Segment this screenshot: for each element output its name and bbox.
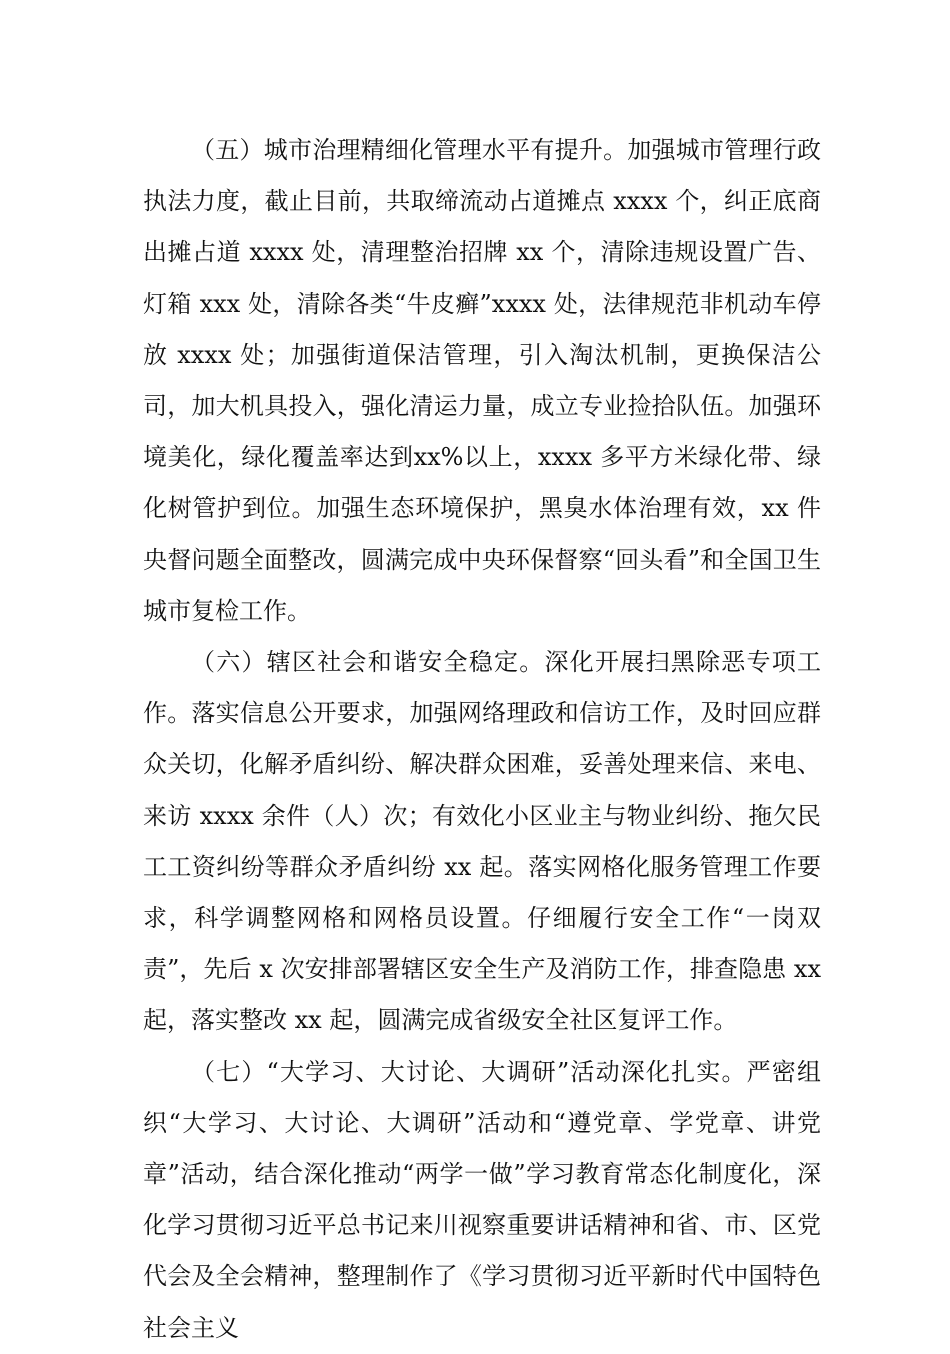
paragraph-urban-governance: （五）城市治理精细化管理水平有提升。加强城市管理行政执法力度，截止目前，共取缔流动占道摊点 xxxx 个，纠正底商出摊占道 xxxx 处，清理整治招牌 xx 个，清除违规设置广告、灯箱 xxx 处，清除各类“牛皮癣”xxxx 处，法律规范非机动车停放 xxxx 处；加强街道保洁管理，引入淘汰机制，更换保洁公司，加大机具投入，强化清运力量，成立专业捡拾队伍。加强环境美化，绿化覆盖率达到xx%以上，xxxx 多平方米绿化带、绿化树管护到位。加强生态环境保护，黑臭水体治理有效，xx 件央督问题全面整改，圆满完成中央环保督察“回头看”和全国卫生城市复检工作。 bbox=[143, 136, 821, 625]
document-body bbox=[143, 125, 821, 1354]
paragraph-study-research-activity: （七）“大学习、大讨论、大调研”活动深化扎实。严密组织“大学习、大讨论、大调研”活动和“遵党章、学党章、讲党章”活动，结合深化推动“两学一做”学习教育常态化制度化，深化学习贯彻习近平总书记来川视察重要讲话精神和省、市、区党代会及全会精神，整理制作了《学习贯彻习近平新时代中国特色社会主义 bbox=[143, 1057, 821, 1342]
paragraph-social-stability: （六）辖区社会和谐安全稳定。深化开展扫黑除恶专项工作。落实信息公开要求，加强网络理政和信访工作，及时回应群众关切，化解矛盾纠纷、解决群众困难，妥善处理来信、来电、来访 xxxx 余件（人）次；有效化小区业主与物业纠纷、拖欠民工工资纠纷等群众矛盾纠纷 xx 起。落实网格化服务管理工作要求，科学调整网格和网格员设置。仔细履行安全工作“一岗双责”，先后 x 次安排部署辖区安全生产及消防工作，排查隐患 xx 起，落实整改 xx 起，圆满完成省级安全社区复评工作。 bbox=[143, 648, 821, 1035]
